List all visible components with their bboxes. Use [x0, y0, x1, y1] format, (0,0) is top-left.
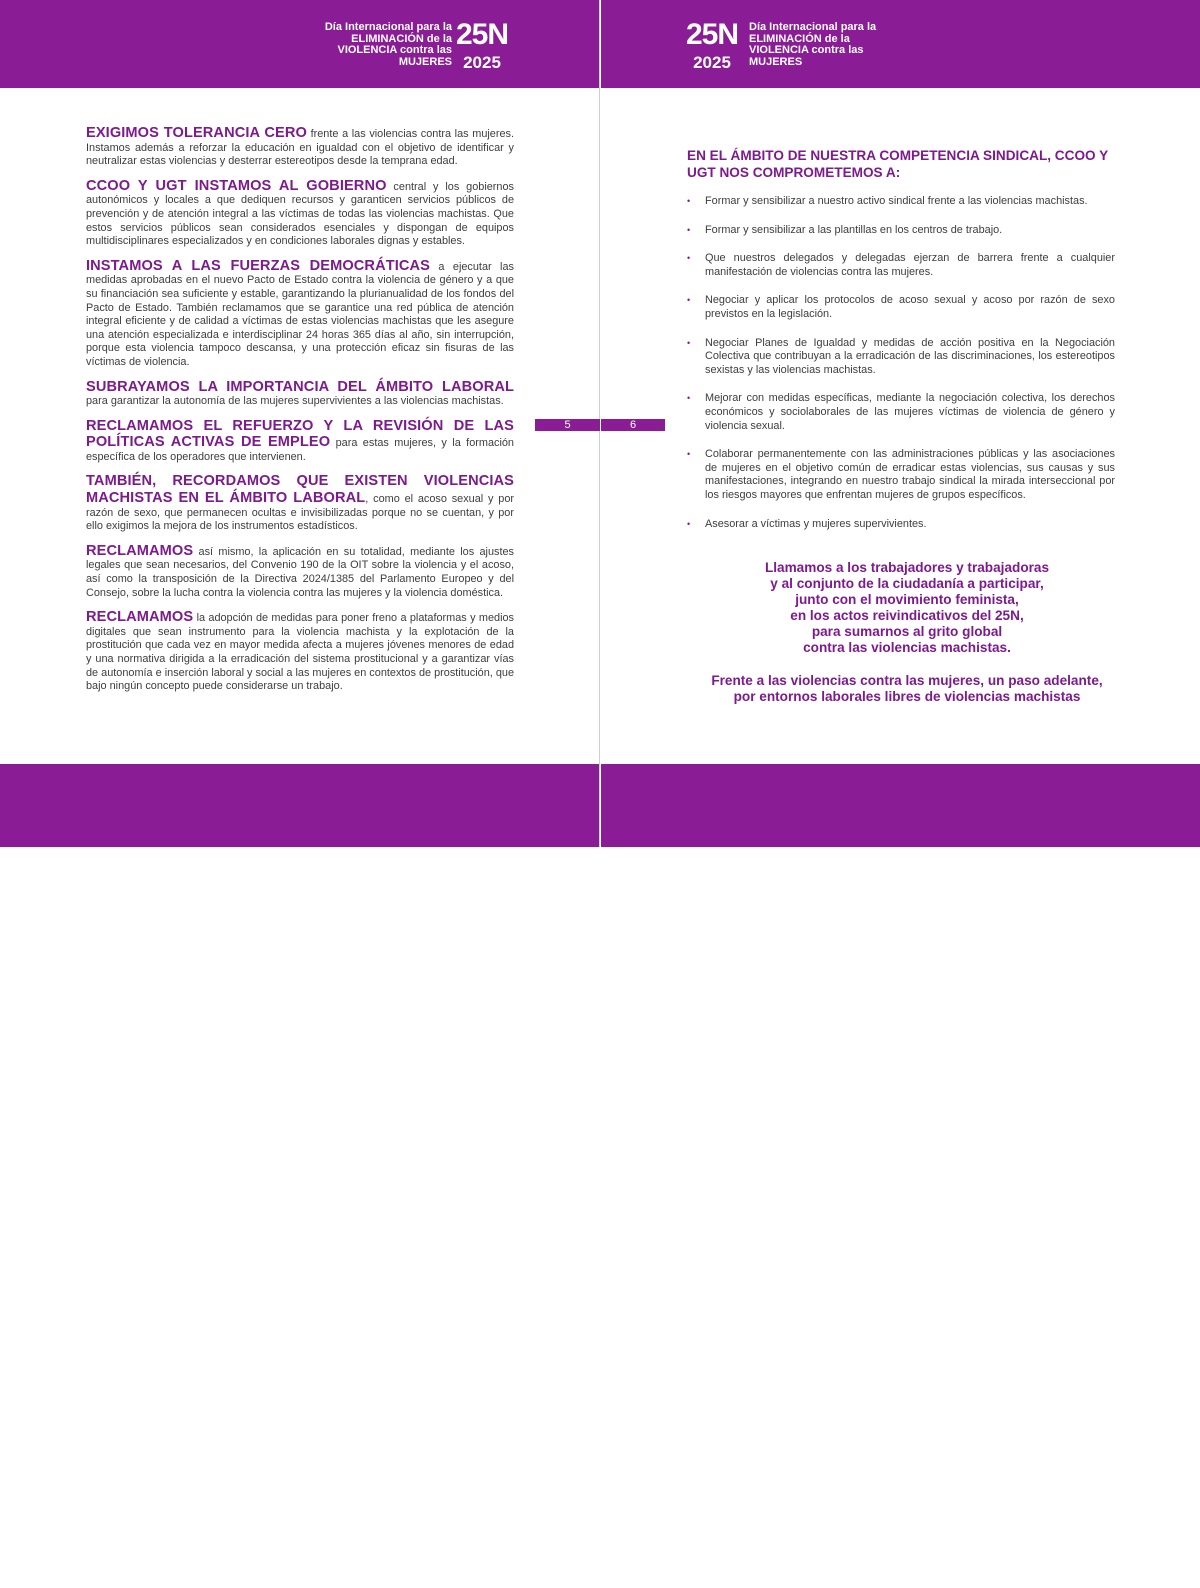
- list-item-text: Asesorar a víctimas y mujeres supervivientes.: [705, 517, 927, 530]
- call-line: para sumarnos al grito global: [811, 624, 1003, 640]
- header-title: [749, 22, 899, 68]
- header-line: ELIMINACIÓN de la: [749, 32, 850, 45]
- paragraph-text: , como el acoso sexual y por razón de sexo, que permanecen ocultas e invisibilizadas porque no se cuentan, y por ello exigimos la mejora de los instrumentos estadísticos.: [86, 493, 514, 533]
- list-item: [687, 195, 1115, 209]
- paragraph-heading: RECLAMAMOS EL REFUERZO Y LA REVISIÓN DE LAS POLÍTICAS ACTIVAS DE EMPLEO: [86, 417, 514, 451]
- footer-band: [0, 764, 599, 1584]
- list-item: [687, 252, 1115, 279]
- header-band: [601, 0, 1200, 88]
- slogan: [667, 673, 1147, 705]
- bullet-icon: •: [687, 295, 691, 306]
- header-25n: 25N: [685, 18, 739, 51]
- list-item: [687, 448, 1115, 502]
- call-line: en los actos reivindicativos del 25N,: [790, 608, 1024, 624]
- paragraph: [86, 473, 514, 533]
- list-item: [687, 392, 1115, 433]
- header-year: 2025: [463, 53, 501, 72]
- list-item: [687, 518, 1115, 532]
- ugt-logo: [282, 1548, 392, 1588]
- commitments-heading: EN EL ÁMBITO DE NUESTRA COMPETENCIA SINDICAL, CCOO Y UGT NOS COMPROMETEMOS A:: [687, 148, 1108, 180]
- bullet-icon: •: [687, 393, 691, 404]
- paragraph: [86, 379, 514, 409]
- ugt-logo-text: UGT: [291, 1554, 347, 1584]
- list-item-text: Negociar y aplicar los protocolos de acoso sexual y acoso por razón de sexo previstos en la legislación.: [705, 294, 1115, 320]
- call-line: Llamamos a los trabajadores y trabajadoras: [764, 560, 1050, 575]
- slogan-line: por entornos laborales libres de violencias machistas: [733, 689, 1081, 704]
- header-line: VIOLENCIA contra las: [337, 44, 452, 56]
- list-item-text: Colaborar permanentemente con las administraciones públicas y las asociaciones de mujeres en el objetivo común de erradicar estas violencias, sus causas y sus manifestaciones, integrando en nuestro trabajo sindical la mirada interseccional por los riesgos mayores que enfrentan mujeres de grupos específicos.: [705, 448, 1115, 501]
- paragraph-heading: INSTAMOS A LAS FUERZAS DEMOCRÁTICAS: [86, 257, 430, 274]
- header-25n: 25N: [455, 18, 509, 51]
- page-number: 6: [601, 419, 665, 431]
- header-date-mark: [452, 20, 512, 71]
- header-line: MUJERES: [398, 55, 452, 68]
- ccoo-logo: [398, 1548, 515, 1588]
- paragraph-heading: TAMBIÉN, RECORDAMOS QUE EXISTEN VIOLENCIAS MACHISTAS EN EL ÁMBITO LABORAL: [86, 473, 514, 507]
- bullet-icon: •: [687, 449, 691, 460]
- header-year: 2025: [693, 53, 731, 72]
- paragraph-text: frente a las violencias contra las mujeres. Instamos además a reforzar la educación en igualdad con el objetivo de identificar y neutralizar estas violencias y desterrar estereotipos desde la temprana edad.: [86, 128, 515, 168]
- handshake-icon: [352, 1555, 386, 1583]
- header-title: [312, 22, 452, 68]
- paragraph-text: para garantizar la autonomía de las mujeres supervivientes a las violencias machistas.: [86, 395, 504, 408]
- list-item: [687, 224, 1115, 238]
- paragraph-heading: RECLAMAMOS: [86, 542, 194, 559]
- ccoo-logo-text: CCOO: [1020, 1553, 1091, 1584]
- list-item-text: Formar y sensibilizar a nuestro activo sindical frente a las violencias machistas.: [705, 195, 1088, 207]
- call-line: y al conjunto de la ciudadanía a participar,: [770, 576, 1044, 592]
- paragraph: [86, 543, 514, 600]
- paragraph: [86, 178, 514, 249]
- bullet-icon: •: [687, 224, 691, 235]
- list-item-text: Formar y sensibilizar a las plantillas en los centros de trabajo.: [705, 223, 1003, 236]
- list-item-text: Mejorar con medidas específicas, mediante la negociación colectiva, los derechos económicos y sociolaborales de las mujeres víctimas de violencia de género y violencia sexual.: [705, 392, 1115, 432]
- right-page: [601, 0, 1200, 1584]
- paragraph-text: para estas mujeres, y la formación específica de los operadores que intervienen.: [86, 437, 514, 463]
- call-line: junto con el movimiento feminista,: [795, 592, 1019, 608]
- left-page: [0, 0, 600, 1584]
- paragraph: [86, 609, 514, 694]
- list-item-text: Que nuestros delegados y delegadas ejerzan de barrera frente a cualquier manifestación de violencias contra las mujeres.: [705, 252, 1115, 278]
- header-line: Día Internacional para la: [749, 21, 877, 33]
- bullet-icon: •: [687, 196, 691, 206]
- paragraph: [86, 418, 514, 465]
- list-item: [687, 337, 1115, 378]
- bullet-icon: •: [687, 337, 691, 348]
- ccoo-logo: [997, 1548, 1114, 1588]
- slogan-line: Frente a las violencias contra las mujeres, un paso adelante,: [711, 673, 1103, 688]
- header-line: VIOLENCIA contra las: [749, 44, 864, 56]
- ugt-logo-text: UGT: [890, 1554, 946, 1584]
- header-line: Día Internacional para la: [324, 21, 452, 33]
- header-line: ELIMINACIÓN de la: [351, 32, 452, 45]
- paragraph-heading: SUBRAYAMOS LA IMPORTANCIA DEL ÁMBITO LABORAL: [86, 378, 514, 395]
- paragraph-text: central y los gobiernos autonómicos y locales a que dediquen recursos y garanticen servicios públicos de prevención y de atención integral a las víctimas de todas las violencias machistas. Que estos servicios públicos sean considerados esenciales y dispongan de equipos multidisciplinares especializados y en condiciones laborales dignas y estables.: [86, 180, 514, 248]
- paragraph: [86, 125, 514, 169]
- paragraph-heading: EXIGIMOS TOLERANCIA CERO: [86, 125, 307, 141]
- paragraph-heading: RECLAMAMOS: [86, 609, 194, 626]
- header-date-mark: [682, 20, 742, 71]
- paragraph-heading: CCOO Y UGT INSTAMOS AL GOBIERNO: [86, 177, 387, 194]
- bullet-icon: •: [687, 518, 691, 529]
- paragraph: [86, 258, 514, 370]
- handshake-icon: [951, 1555, 985, 1583]
- bullet-icon: •: [687, 253, 691, 264]
- page-number: 5: [535, 419, 600, 431]
- ugt-logo: [881, 1548, 991, 1588]
- paragraph-text: a ejecutar las medidas aprobadas en el nuevo Pacto de Estado contra la violencia de género y a que su financiación sea suficiente y estable, garantizando la plurianualidad de los fondos del Pacto de Estado. También reclamamos que se garantice una red pública de atención integral eficiente y de calidad a víctimas de estas violencias machistas que les asegure una atención especializada e interdisciplinar 24 horas 365 días al año, sin interrupción, porque esta violencia tampoco descansa, y una protección eficaz sin fisuras de las víctimas de violencia.: [86, 260, 514, 368]
- list-item: [687, 294, 1115, 321]
- header-band: [0, 0, 599, 88]
- paragraph-text: así mismo, la aplicación en su totalidad, mediante los ajustes legales que sean necesarios, del Convenio 190 de la OIT sobre la violencia y el acoso, así como la transposición de la Directiva 2024/1385 del Parlamento Europeo y del Consejo, sobre la lucha contra la violencia contra las mujeres y la violencia doméstica.: [86, 545, 514, 599]
- call-line: contra las violencias machistas.: [803, 640, 1011, 656]
- commitments-list: [687, 195, 1115, 546]
- list-item-text: Negociar Planes de Igualdad y medidas de acción positiva en la Negociación Colectiva que contribuyan a la erradicación de las discriminaciones, los estereotipos sexistas y las violencias machistas.: [705, 336, 1115, 376]
- footer-band: [601, 764, 1200, 1584]
- manifesto-body: [86, 125, 514, 703]
- call-to-action: [667, 560, 1147, 657]
- paragraph-text: la adopción de medidas para poner freno a plataformas y medios digitales que sean instrumento para la violencia machista y la explotación de la prostitución que cada vez en mayor medida afecta a mujeres jóvenes menores de edad y una normativa dirigida a la erradicación del sistema prostitucional y a garantizar vías de autonomía e inserción laboral y social a las mujeres en contextos de prostitución, que bajo ningún concepto puede considerarse un trabajo.: [86, 612, 515, 693]
- header-line: MUJERES: [749, 55, 803, 68]
- ccoo-logo-text: CCOO: [421, 1553, 492, 1584]
